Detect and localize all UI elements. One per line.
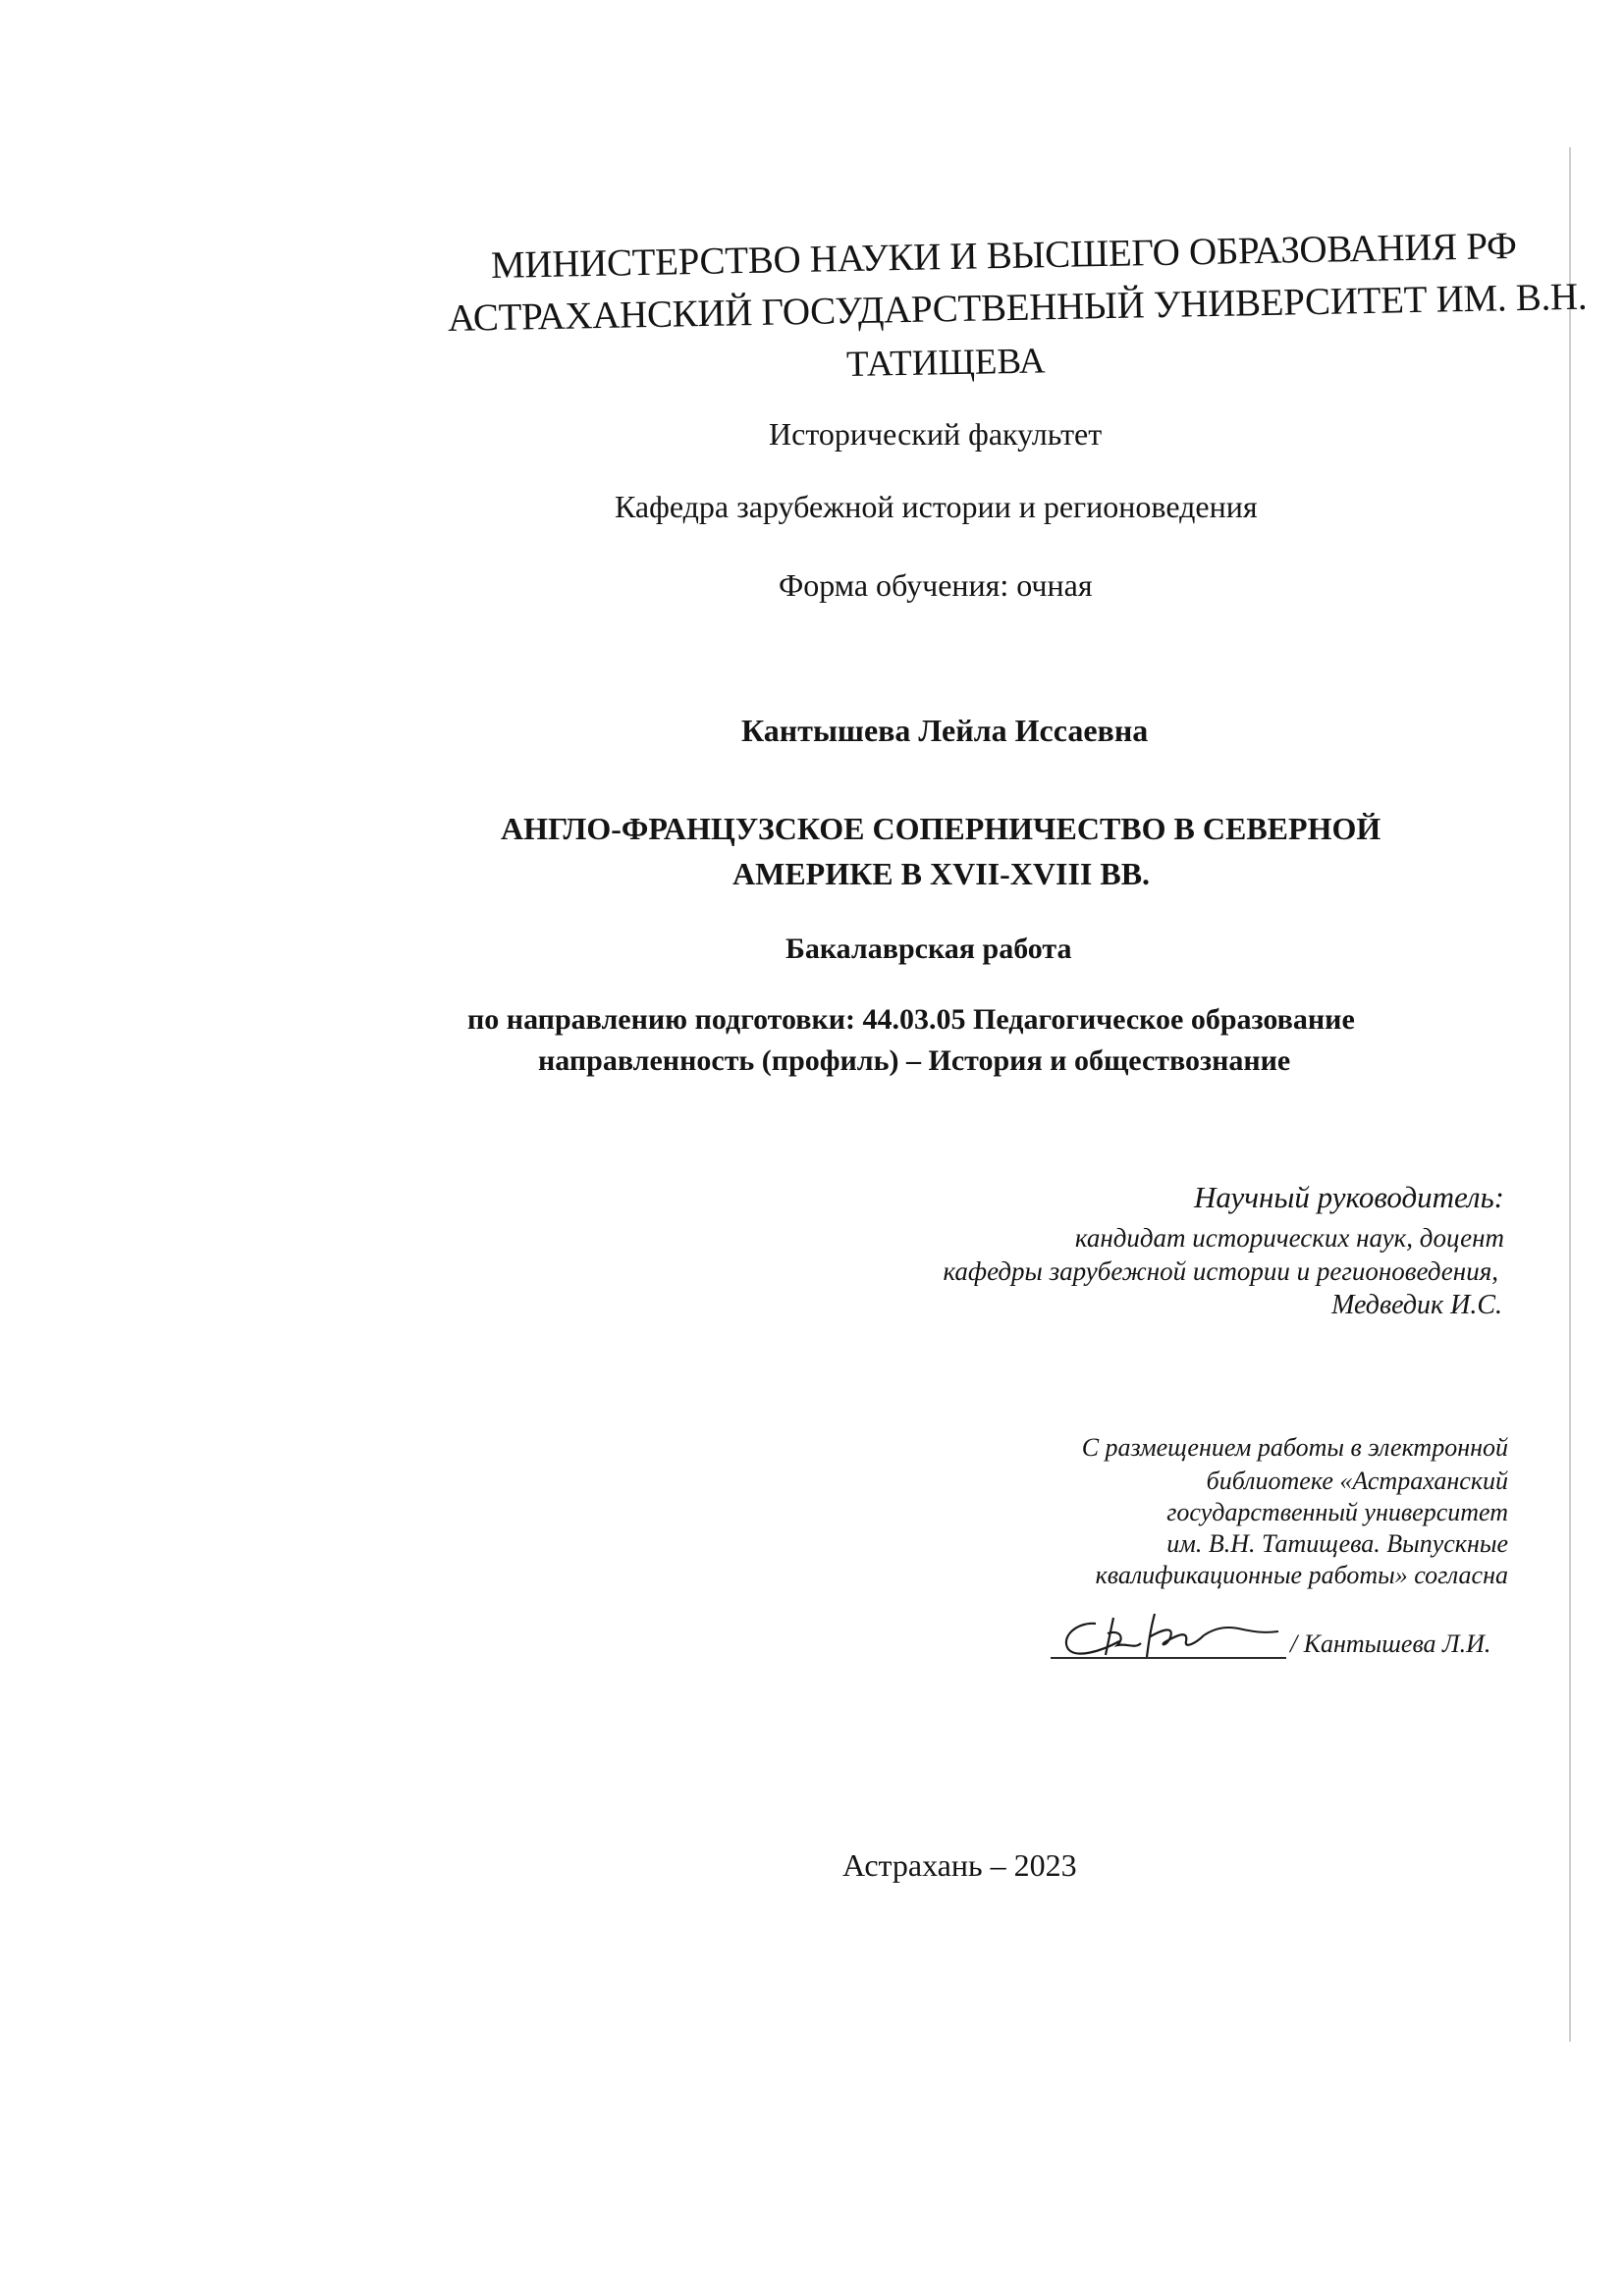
ministry-heading: МИНИСТЕРСТВО НАУКИ И ВЫСШЕГО ОБРАЗОВАНИЯ РФ <box>490 224 1517 287</box>
thesis-title-line1: АНГЛО-ФРАНЦУЗСКОЕ СОПЕРНИЧЕСТВО В СЕВЕРНОЙ <box>501 811 1381 846</box>
supervisor-degree: кандидат исторических наук, доцент <box>1074 1223 1504 1253</box>
direction-line1: по направлению подготовки: 44.03.05 Педагогическое образование <box>467 1003 1355 1036</box>
signature-line <box>1051 1657 1286 1659</box>
work-type: Бакалаврская работа <box>785 933 1072 965</box>
scan-edge-line <box>1569 147 1571 2042</box>
consent-line5: квалификационные работы» согласна <box>1095 1561 1508 1589</box>
consent-line2: библиотеке «Астраханский <box>1206 1467 1508 1495</box>
handwritten-signature <box>1056 1604 1282 1663</box>
author-name: Кантышева Лейла Иссаевна <box>741 713 1149 748</box>
consent-line3: государственный университет <box>1166 1498 1508 1526</box>
university-name-line1: АСТРАХАНСКИЙ ГОСУДАРСТВЕННЫЙ УНИВЕРСИТЕТ ИМ. В.Н. <box>447 275 1588 340</box>
university-name-line2: ТАТИЩЕВА <box>845 341 1046 385</box>
direction-line2: направленность (профиль) – История и обществознание <box>538 1044 1291 1077</box>
city-year: Астрахань – 2023 <box>842 1847 1077 1883</box>
supervisor-heading: Научный руководитель: <box>1194 1180 1504 1214</box>
supervisor-name: Медведик И.С. <box>1331 1290 1502 1320</box>
study-form: Форма обучения: очная <box>779 567 1093 603</box>
consent-line1: С размещением работы в электронной <box>1081 1433 1508 1462</box>
supervisor-department: кафедры зарубежной истории и регионоведения, <box>943 1256 1498 1286</box>
faculty-name: Исторический факультет <box>769 416 1103 452</box>
signer-name: / Кантышева Л.И. <box>1290 1629 1491 1658</box>
chair-name: Кафедра зарубежной истории и регионоведения <box>615 489 1258 524</box>
consent-line4: им. В.Н. Татищева. Выпускные <box>1166 1529 1508 1558</box>
thesis-title-line2: АМЕРИКЕ В XVII-XVIII ВВ. <box>732 856 1151 891</box>
signature-row <box>1051 1604 1514 1663</box>
